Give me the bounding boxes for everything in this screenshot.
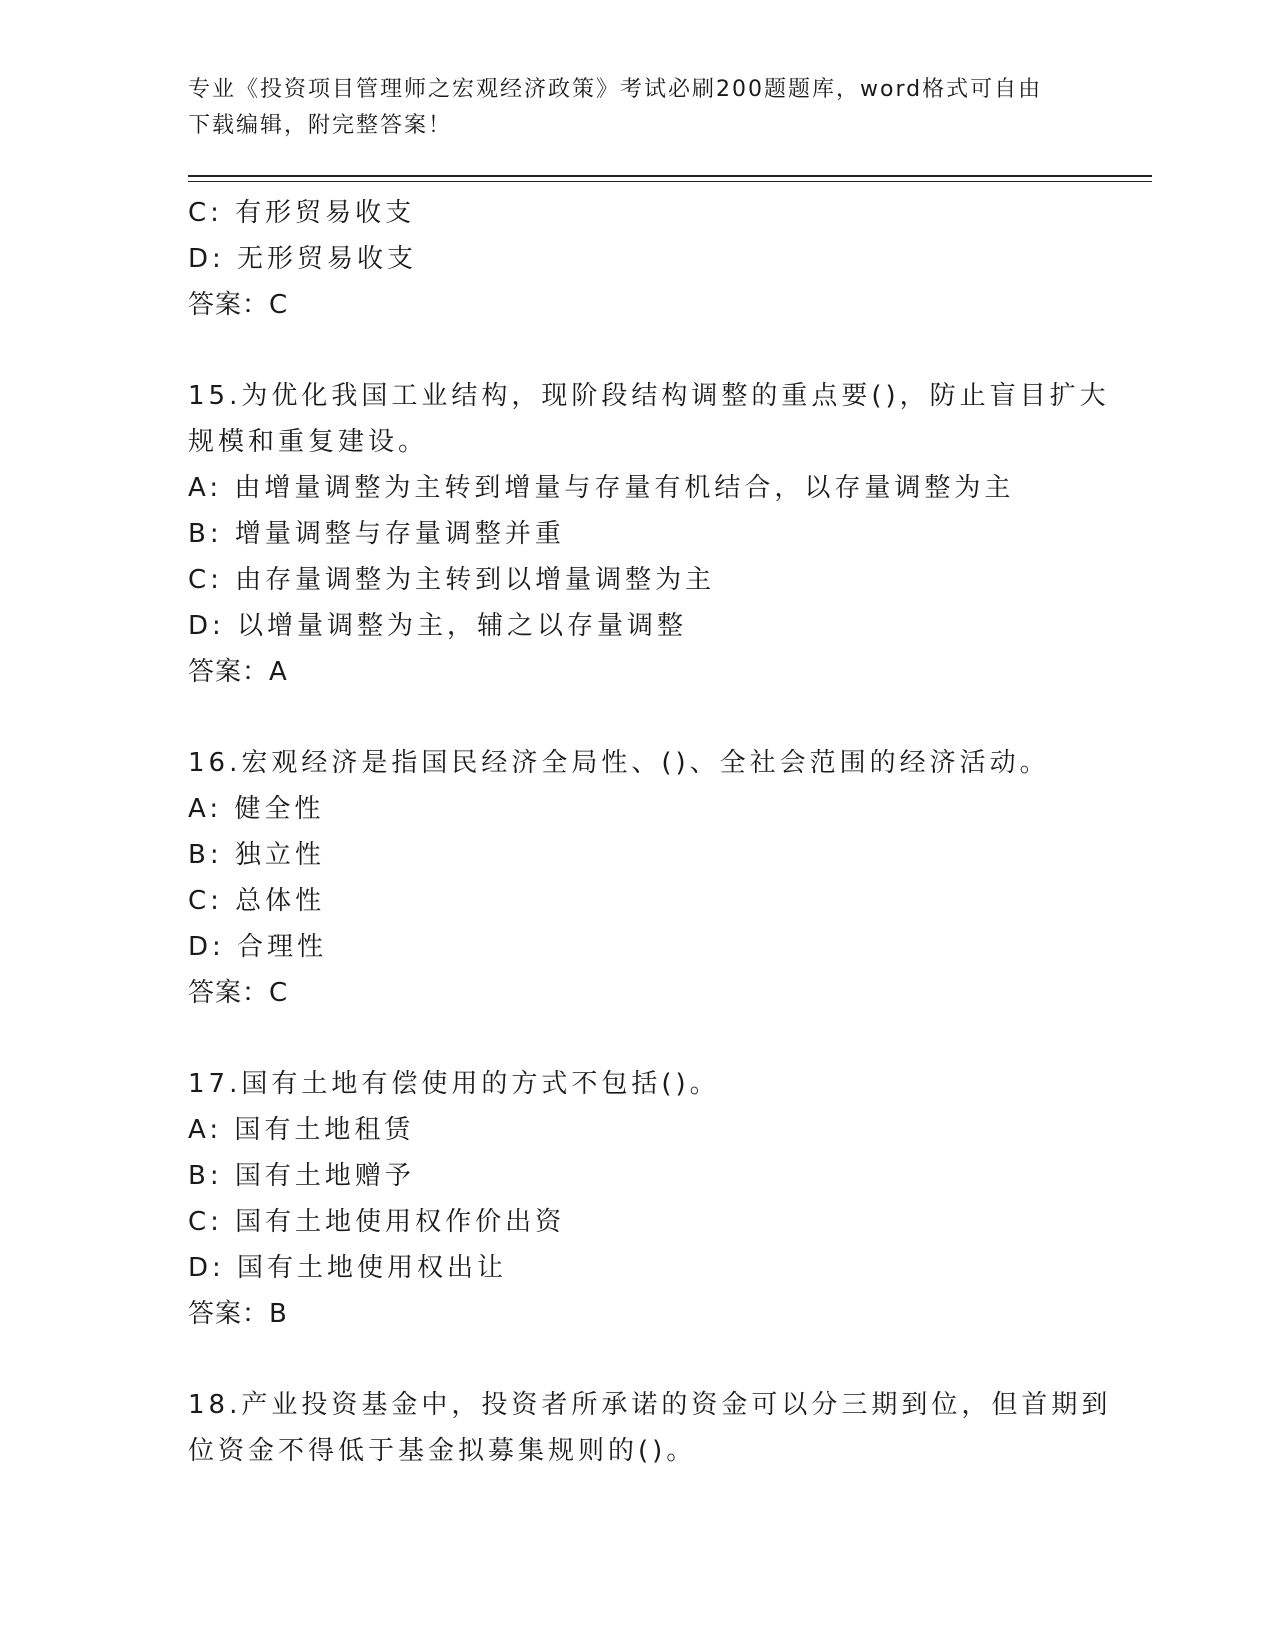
answer: 答案：C <box>188 290 289 320</box>
document-header <box>188 72 1068 144</box>
spacer <box>188 1337 1088 1382</box>
header-rule-thin <box>188 181 1152 182</box>
question-text-line-1: 18.产业投资基金中，投资者所承诺的资金可以分三期到位，但首期到 <box>188 1390 1112 1420</box>
option-c: C: 由存量调整为主转到以增量调整为主 <box>188 565 716 595</box>
answer: 答案：C <box>188 978 289 1008</box>
header-line-1: 专业《投资项目管理师之宏观经济政策》考试必刷200题题库，word格式可自由 <box>188 77 1043 102</box>
spacer <box>188 695 1088 740</box>
option-d: D: 国有土地使用权出让 <box>188 1253 508 1283</box>
question-18 <box>188 1382 1112 1474</box>
option-c: C: 有形贸易收支 <box>188 198 416 228</box>
option-b: B: 独立性 <box>188 840 325 870</box>
question-14-tail <box>188 190 1088 328</box>
option-b: B: 增量调整与存量调整并重 <box>188 519 565 549</box>
option-d: D: 无形贸易收支 <box>188 244 418 274</box>
question-15 <box>188 373 1110 695</box>
question-17 <box>188 1061 1088 1337</box>
spacer <box>188 1016 1088 1061</box>
option-d: D: 合理性 <box>188 932 328 962</box>
option-c: C: 总体性 <box>188 886 326 916</box>
header-line-2: 下载编辑，附完整答案！ <box>188 113 453 138</box>
option-a: A: 国有土地租赁 <box>188 1115 415 1145</box>
option-a: A: 由增量调整为主转到增量与存量有机结合，以存量调整为主 <box>188 473 1015 503</box>
option-d: D: 以增量调整为主，辅之以存量调整 <box>188 611 688 641</box>
question-16 <box>188 740 1088 1016</box>
spacer <box>188 328 1088 373</box>
question-text-line-1: 16.宏观经济是指国民经济全局性、()、全社会范围的经济活动。 <box>188 748 1050 778</box>
question-text-line-1: 17.国有土地有偿使用的方式不包括()。 <box>188 1069 720 1099</box>
option-a: A: 健全性 <box>188 794 325 824</box>
answer: 答案：A <box>188 657 288 687</box>
question-text-line-1: 15.为优化我国工业结构，现阶段结构调整的重点要()，防止盲目扩大 <box>188 381 1110 411</box>
question-text-line-2: 规模和重复建设。 <box>188 427 429 457</box>
question-text-line-2: 位资金不得低于基金拟募集规则的()。 <box>188 1436 697 1466</box>
header-rule-thick <box>188 175 1152 177</box>
question-list <box>188 190 1112 1474</box>
answer: 答案：B <box>188 1299 288 1329</box>
option-b: B: 国有土地赠予 <box>188 1161 415 1191</box>
option-c: C: 国有土地使用权作价出资 <box>188 1207 566 1237</box>
